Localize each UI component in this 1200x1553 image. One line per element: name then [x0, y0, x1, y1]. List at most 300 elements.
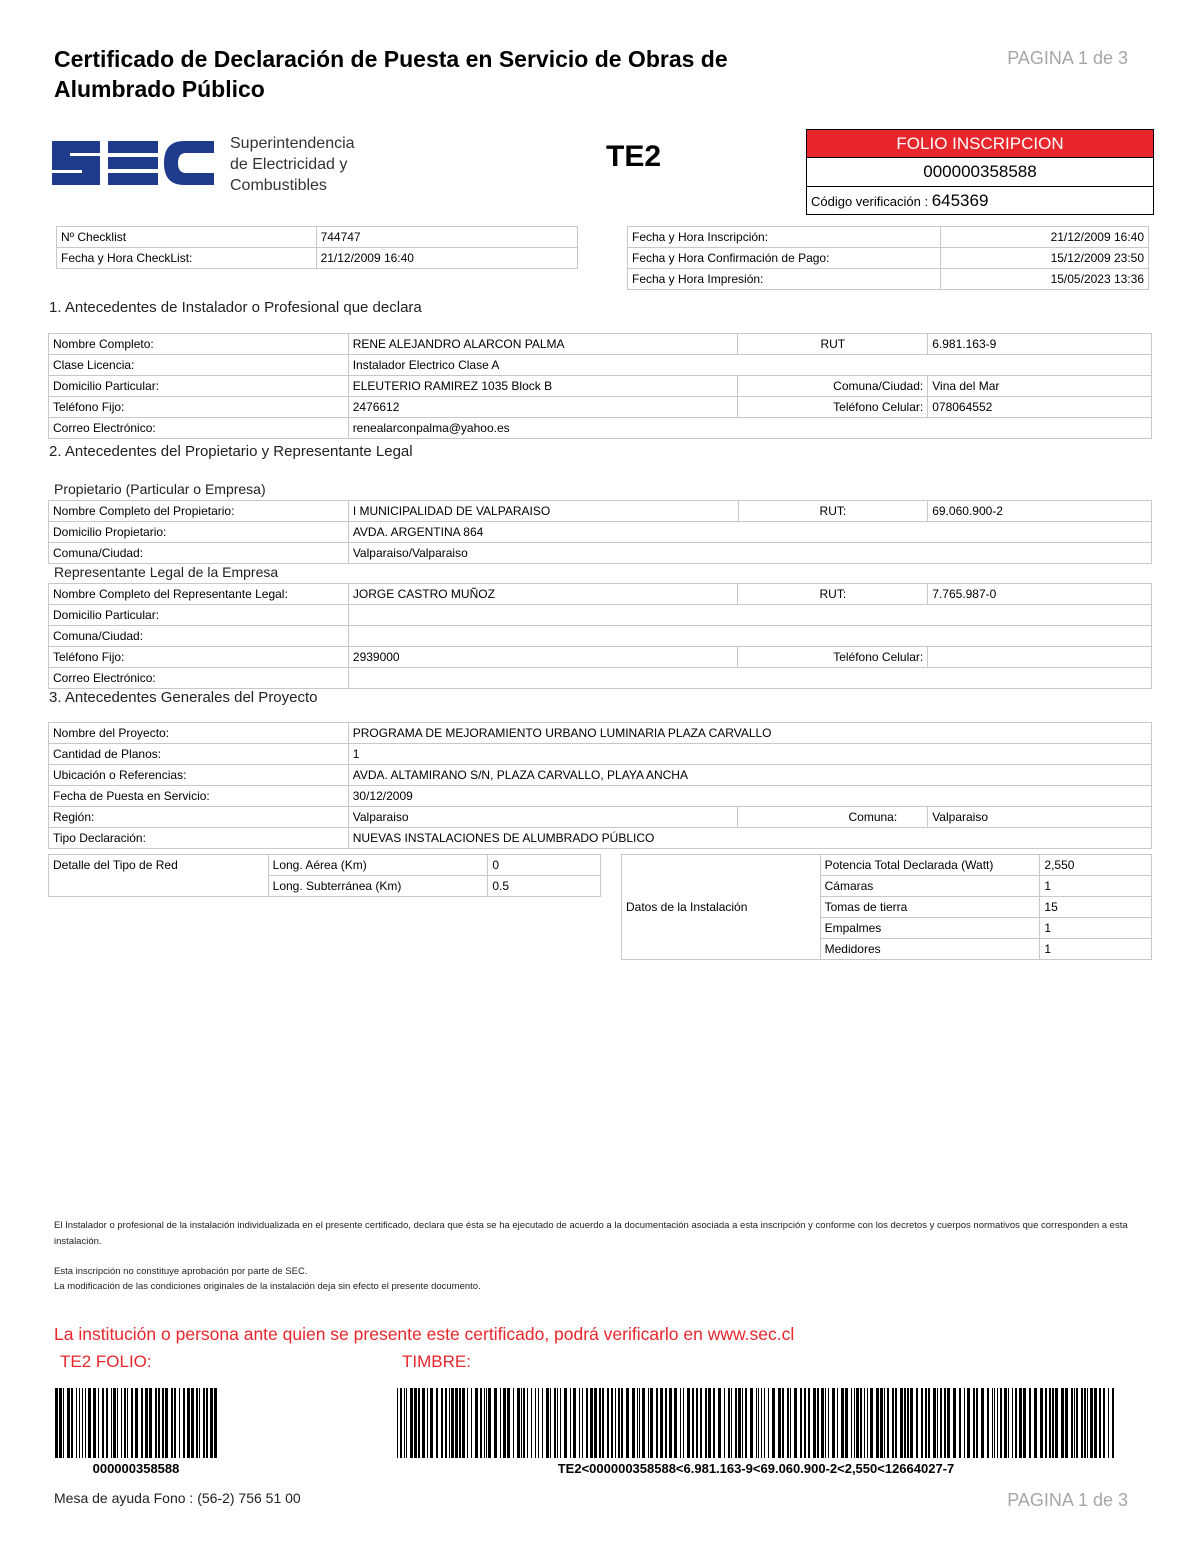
barcode-bar: [700, 1388, 702, 1458]
barcode-bar: [441, 1388, 443, 1458]
barcode-bar: [145, 1388, 148, 1458]
project-table: [48, 722, 1152, 849]
barcode-bar: [680, 1388, 681, 1458]
barcode-bar: [756, 1388, 757, 1458]
barcode-bar: [449, 1388, 450, 1458]
cell-value: 2,550: [1040, 855, 1152, 876]
barcode-bar: [959, 1388, 961, 1458]
barcode-bar: [887, 1388, 889, 1458]
table-row: [49, 334, 1152, 355]
barcode-bar: [573, 1388, 576, 1458]
barcode-bar: [484, 1388, 485, 1458]
page-indicator-bottom: PAGINA 1 de 3: [1007, 1490, 1128, 1510]
sec-logo: [48, 133, 218, 193]
barcode-bar: [1094, 1388, 1097, 1458]
barcode-bar: [696, 1388, 698, 1458]
barcode-bar: [735, 1388, 737, 1458]
barcode-bar: [884, 1388, 885, 1458]
cell-label: Domicilio Propietario:: [49, 522, 349, 543]
barcode-bar: [870, 1388, 873, 1458]
barcode-bar: [106, 1388, 108, 1458]
barcode-bar: [880, 1388, 883, 1458]
barcode-bar: [632, 1388, 635, 1458]
barcode-bar: [149, 1388, 152, 1458]
cell-value: ELEUTERIO RAMIREZ 1035 Block B: [348, 376, 738, 397]
cell-value: Valparaiso: [348, 807, 738, 828]
barcode-bar: [546, 1388, 549, 1458]
barcode-bar: [82, 1388, 83, 1458]
barcode-bar: [728, 1388, 730, 1458]
barcode-bar: [521, 1388, 522, 1458]
cell-value: NUEVAS INSTALACIONES DE ALUMBRADO PÚBLICO: [348, 828, 1151, 849]
cell-label: Teléfono Fijo:: [49, 647, 349, 668]
cell-value: Instalador Electrico Clase A: [348, 355, 1151, 376]
barcode-bar: [594, 1388, 597, 1458]
barcode-bar: [738, 1388, 741, 1458]
barcode-bar: [910, 1388, 913, 1458]
barcode-bar: [459, 1388, 461, 1458]
cell-value: 69.060.900-2: [928, 501, 1152, 522]
cell-value: 15: [1040, 897, 1152, 918]
barcode-bar: [997, 1388, 998, 1458]
barcode-bar: [475, 1388, 478, 1458]
barcode-bar: [967, 1388, 970, 1458]
barcode-bar: [127, 1388, 128, 1458]
cell-label: Empalmes: [820, 918, 1040, 939]
barcode-bar: [731, 1388, 732, 1458]
barcode-bar: [626, 1388, 629, 1458]
barcode-bar: [1099, 1388, 1101, 1458]
barcode-bar: [900, 1388, 903, 1458]
barcode-bar: [174, 1388, 176, 1458]
logo-text-line: Combustibles: [230, 177, 327, 194]
barcode-bar: [586, 1388, 588, 1458]
logo-text-line: de Electricidad y: [230, 156, 348, 173]
cell-label: Long. Subterránea (Km): [268, 876, 488, 897]
table-row: [628, 227, 1149, 248]
barcode-bar: [155, 1388, 157, 1458]
barcode-bar: [162, 1388, 164, 1458]
barcode-bar: [400, 1388, 402, 1458]
cell-value: 744747: [316, 227, 577, 248]
cell-label: Comuna:: [738, 807, 928, 828]
barcode-bar: [656, 1388, 658, 1458]
barcode-bar: [669, 1388, 672, 1458]
barcode-bar: [904, 1388, 906, 1458]
barcode-bar: [124, 1388, 126, 1458]
note-modification: La modificación de las condiciones originales de la instalación deja sin efecto el presente documento.: [54, 1281, 481, 1292]
barcode-bar: [445, 1388, 447, 1458]
cell-value: JORGE CASTRO MUÑOZ: [348, 584, 738, 605]
cell-label: Correo Electrónico:: [49, 418, 349, 439]
barcode-bar: [210, 1388, 213, 1458]
barcode-bar: [660, 1388, 663, 1458]
barcode-bar: [832, 1388, 835, 1458]
owner-table: [48, 500, 1152, 564]
barcode-bar: [191, 1388, 194, 1458]
barcode-bar: [436, 1388, 438, 1458]
cell-label: Nombre Completo del Representante Legal:: [49, 584, 349, 605]
barcode-bar: [55, 1388, 58, 1458]
barcode-bar: [611, 1388, 613, 1458]
table-row: [49, 765, 1152, 786]
barcode-bar: [1019, 1388, 1022, 1458]
barcode-bar: [683, 1388, 684, 1458]
logo-text: [230, 133, 355, 196]
barcode-bar: [523, 1388, 525, 1458]
cell-label: Fecha de Puesta en Servicio:: [49, 786, 349, 807]
barcode-bar: [718, 1388, 721, 1458]
barcode-bar: [947, 1388, 950, 1458]
owner-subtitle: Propietario (Particular o Empresa): [54, 481, 266, 497]
cell-label: Teléfono Celular:: [738, 397, 928, 418]
cell-label: Nombre Completo del Propietario:: [49, 501, 349, 522]
cell-value: 6.981.163-9: [928, 334, 1152, 355]
barcode-bar: [1023, 1388, 1026, 1458]
note-approval: Esta inscripción no constituye aprobación por parte de SEC.: [54, 1266, 308, 1277]
barcode-bar: [1074, 1388, 1075, 1458]
folio-barcode-label: TE2 FOLIO:: [60, 1352, 152, 1371]
barcode-bar: [758, 1388, 759, 1458]
table-row: [628, 269, 1149, 290]
table-row: [49, 807, 1152, 828]
barcode-bar: [214, 1388, 217, 1458]
cell-label: Long. Aérea (Km): [268, 855, 488, 876]
barcode-bar: [414, 1388, 417, 1458]
barcode-bar: [800, 1388, 802, 1458]
cell-label: Cámaras: [820, 876, 1040, 897]
barcode-bar: [867, 1388, 868, 1458]
timbre-barcode-text: TE2<000000358588<6.981.163-9<69.060.900-2<2,550<12664027-7: [557, 1461, 955, 1476]
barcode-bar: [764, 1388, 765, 1458]
cell-label: Región:: [49, 807, 349, 828]
barcode-bar: [430, 1388, 433, 1458]
cell-value: 21/12/2009 16:40: [316, 248, 577, 269]
checklist-table: [56, 226, 578, 269]
barcode-bar: [860, 1388, 862, 1458]
verification-code: 645369: [931, 191, 989, 210]
barcode-bar: [841, 1388, 844, 1458]
barcode-bar: [976, 1388, 978, 1458]
verify-text: La institución o persona ante quien se presente este certificado, podrá verificarlo en www.sec.cl: [54, 1324, 795, 1344]
barcode-bar: [687, 1388, 690, 1458]
barcode-bar: [582, 1388, 583, 1458]
timbre-barcode: [397, 1388, 1115, 1458]
barcode-bar: [71, 1388, 73, 1458]
cell-value: 2476612: [348, 397, 738, 418]
cell-value: 7.765.987-0: [928, 584, 1152, 605]
barcode-bar: [199, 1388, 200, 1458]
barcode-bar: [933, 1388, 936, 1458]
cell-label: Cantidad de Planos:: [49, 744, 349, 765]
barcode-bar: [507, 1388, 510, 1458]
cell-label: Tomas de tierra: [820, 897, 1040, 918]
barcode-bar: [513, 1388, 514, 1458]
cell-label: Tipo Declaración:: [49, 828, 349, 849]
network-table: [48, 854, 601, 897]
cell-value: PROGRAMA DE MEJORAMIENTO URBANO LUMINARIA PLAZA CARVALLO: [348, 723, 1151, 744]
barcode-bar: [916, 1388, 918, 1458]
cell-value: 2939000: [348, 647, 738, 668]
barcode-bar: [724, 1388, 725, 1458]
barcode-bar: [1087, 1388, 1088, 1458]
table-row: [49, 584, 1152, 605]
cell-value: Valparaiso: [928, 807, 1152, 828]
barcode-bar: [406, 1388, 407, 1458]
barcode-bar: [1065, 1388, 1068, 1458]
cell-value: 15/05/2023 13:36: [940, 269, 1149, 290]
installer-table: [48, 333, 1152, 439]
barcode-bar: [981, 1388, 984, 1458]
cell-label: Potencia Total Declarada (Watt): [820, 855, 1040, 876]
cell-label: Comuna/Ciudad:: [49, 626, 349, 647]
barcode-bar: [1049, 1388, 1051, 1458]
barcode-bar: [1055, 1388, 1058, 1458]
barcode-bar: [772, 1388, 775, 1458]
barcode-bar: [1015, 1388, 1017, 1458]
cell-value: [928, 647, 1152, 668]
table-row: [49, 418, 1152, 439]
barcode-bar: [535, 1388, 536, 1458]
folio-barcode-text: 000000358588: [92, 1461, 180, 1476]
barcode-bar: [1081, 1388, 1083, 1458]
barcode-bar: [602, 1388, 604, 1458]
barcode-bar: [557, 1388, 558, 1458]
barcode-bar: [964, 1388, 965, 1458]
cell-label: Fecha y Hora CheckList:: [57, 248, 317, 269]
barcode-bar: [637, 1388, 638, 1458]
barcode-bar: [808, 1388, 810, 1458]
barcode-bar: [451, 1388, 454, 1458]
table-row: [49, 522, 1152, 543]
barcode-bar: [742, 1388, 743, 1458]
cell-value: 15/12/2009 23:50: [940, 248, 1149, 269]
barcode-bar: [113, 1388, 116, 1458]
cell-label: Nombre Completo:: [49, 334, 349, 355]
barcode-bar: [494, 1388, 497, 1458]
barcode-bar: [928, 1388, 930, 1458]
cell-value: 1: [348, 744, 1151, 765]
barcode-bar: [590, 1388, 593, 1458]
barcode-bar: [579, 1388, 580, 1458]
barcode-bar: [750, 1388, 753, 1458]
barcode-bar: [1090, 1388, 1093, 1458]
form-code: TE2: [606, 140, 662, 173]
barcode-bar: [817, 1388, 819, 1458]
barcode-bar: [85, 1388, 86, 1458]
barcode-bar: [79, 1388, 80, 1458]
barcode-bar: [418, 1388, 420, 1458]
barcode-bar: [206, 1388, 208, 1458]
barcode-bar: [517, 1388, 520, 1458]
cell-label: RUT:: [738, 501, 928, 522]
cell-value: AVDA. ARGENTINA 864: [348, 522, 1151, 543]
barcode-bar: [196, 1388, 198, 1458]
barcode-bar: [531, 1388, 532, 1458]
barcode-bar: [397, 1388, 398, 1458]
barcode-bar: [135, 1388, 138, 1458]
barcode-bar: [856, 1388, 859, 1458]
barcode-bar: [1061, 1388, 1064, 1458]
barcode-bar: [837, 1388, 838, 1458]
barcode-bar: [471, 1388, 472, 1458]
cell-label: Comuna/Ciudad:: [49, 543, 349, 564]
barcode-bar: [825, 1388, 826, 1458]
cell-label: Fecha y Hora Confirmación de Pago:: [628, 248, 941, 269]
barcode-bar: [1000, 1388, 1002, 1458]
barcode-bar: [790, 1388, 791, 1458]
barcode-bar: [158, 1388, 160, 1458]
section-1-title: 1. Antecedentes de Instalador o Profesional que declara: [49, 299, 422, 316]
barcode-bar: [187, 1388, 190, 1458]
cell-label: Fecha y Hora Impresión:: [628, 269, 941, 290]
barcode-bar: [550, 1388, 551, 1458]
cell-value: Vina del Mar: [928, 376, 1152, 397]
cell-value: Valparaiso/Valparaiso: [348, 543, 1151, 564]
cell-label: Domicilio Particular:: [49, 605, 349, 626]
barcode-bar: [1040, 1388, 1043, 1458]
cell-value: 0: [488, 855, 601, 876]
table-row: [49, 605, 1152, 626]
timbre-barcode-label: TIMBRE:: [402, 1352, 471, 1371]
barcode-bar: [93, 1388, 96, 1458]
verification-label: Código verificación :: [811, 194, 929, 209]
barcode-bar: [642, 1388, 645, 1458]
cell-label: Medidores: [820, 939, 1040, 960]
barcode-bar: [404, 1388, 405, 1458]
barcode-bar: [804, 1388, 806, 1458]
cell-value: AVDA. ALTAMIRANO S/N, PLAZA CARVALLO, PLAYA ANCHA: [348, 765, 1151, 786]
barcode-bar: [554, 1388, 556, 1458]
barcode-bar: [88, 1388, 91, 1458]
cell-value: [348, 605, 1151, 626]
barcode-bar: [171, 1388, 173, 1458]
declaration-text: El Instalador o profesional de la instalación individualizada en el presente certificado, declara que ésta se ha ejecutado de acuerdo a la documentación asociada a esta inscripción y conforme con los decretos y cuerpos normativos que corresponden a esta instalación.: [54, 1220, 1128, 1247]
cell-label: RUT:: [738, 584, 928, 605]
barcode-bar: [203, 1388, 205, 1458]
barcode-bar: [1004, 1388, 1007, 1458]
table-row: [49, 355, 1152, 376]
barcode-bar: [745, 1388, 747, 1458]
barcode-bar: [1034, 1388, 1037, 1458]
barcode-bar: [527, 1388, 528, 1458]
barcode-bar: [67, 1388, 70, 1458]
barcode-bar: [564, 1388, 567, 1458]
barcode-bar: [1029, 1388, 1031, 1458]
table-row: [49, 376, 1152, 397]
barcode-bar: [1103, 1388, 1105, 1458]
barcode-bar: [782, 1388, 784, 1458]
barcode-bar: [1012, 1388, 1013, 1458]
barcode-bar: [994, 1388, 995, 1458]
barcode-bar: [845, 1388, 848, 1458]
barcode-bar: [864, 1388, 865, 1458]
section-2-title: 2. Antecedentes del Propietario y Representante Legal: [49, 443, 413, 460]
barcode-bar: [570, 1388, 571, 1458]
cell-value: [348, 668, 1151, 689]
folio-header: FOLIO INSCRIPCION: [807, 130, 1153, 158]
barcode-bar: [851, 1388, 852, 1458]
barcode-bar: [76, 1388, 77, 1458]
barcode-bar: [183, 1388, 185, 1458]
help-desk-phone: Mesa de ayuda Fono : (56-2) 756 51 00: [54, 1490, 301, 1506]
barcode-bar: [650, 1388, 653, 1458]
barcode-bar: [488, 1388, 491, 1458]
barcode-bar: [467, 1388, 468, 1458]
cell-value: 21/12/2009 16:40: [940, 227, 1149, 248]
barcode-bar: [953, 1388, 956, 1458]
cell-value: [348, 626, 1151, 647]
barcode-bar: [987, 1388, 989, 1458]
barcode-bar: [98, 1388, 99, 1458]
barcode-bar: [648, 1388, 649, 1458]
barcode-bar: [828, 1388, 829, 1458]
cell-label: Nº Checklist: [57, 227, 317, 248]
barcode-bar: [542, 1388, 543, 1458]
barcode-bar: [713, 1388, 715, 1458]
cell-label: Domicilio Particular:: [49, 376, 349, 397]
barcode-bar: [708, 1388, 711, 1458]
barcode-bar: [821, 1388, 824, 1458]
barcode-bar: [618, 1388, 620, 1458]
page-indicator-top: PAGINA 1 de 3: [1007, 48, 1128, 68]
table-row: [49, 397, 1152, 418]
barcode-bar: [794, 1388, 797, 1458]
cell-value: renealarconpalma@yahoo.es: [348, 418, 1151, 439]
barcode-bar: [615, 1388, 616, 1458]
barcode-bar: [921, 1388, 923, 1458]
cell-label: Teléfono Fijo:: [49, 397, 349, 418]
barcode-bar: [1045, 1388, 1047, 1458]
barcode-bar: [607, 1388, 609, 1458]
cell-value: RENE ALEJANDRO ALARCON PALMA: [348, 334, 738, 355]
cell-value: 1: [1040, 939, 1152, 960]
cell-label: Teléfono Celular:: [738, 647, 928, 668]
table-row: [49, 647, 1152, 668]
representative-subtitle: Representante Legal de la Empresa: [54, 564, 279, 580]
barcode-bar: [111, 1388, 112, 1458]
dates-table: [627, 226, 1149, 290]
barcode-bar: [1052, 1388, 1054, 1458]
barcode-bar: [599, 1388, 601, 1458]
barcode-bar: [895, 1388, 897, 1458]
barcode-bar: [503, 1388, 506, 1458]
barcode-bar: [665, 1388, 667, 1458]
verification-row: [807, 187, 1153, 214]
barcode-bar: [1108, 1388, 1109, 1458]
cell-value: 1: [1040, 876, 1152, 897]
barcode-bar: [141, 1388, 143, 1458]
barcode-bar: [674, 1388, 677, 1458]
barcode-bar: [560, 1388, 561, 1458]
barcode-bar: [462, 1388, 465, 1458]
barcode-bar: [59, 1388, 62, 1458]
barcode-bar: [410, 1388, 413, 1458]
barcode-bar: [427, 1388, 428, 1458]
table-row: [57, 248, 578, 269]
table-row: [49, 626, 1152, 647]
cell-label: Correo Electrónico:: [49, 668, 349, 689]
cell-label: Detalle del Tipo de Red: [49, 855, 269, 897]
barcode-bar: [1076, 1388, 1078, 1458]
barcode-bar: [937, 1388, 938, 1458]
table-row: [49, 828, 1152, 849]
barcode-bar: [761, 1388, 762, 1458]
cell-value: 0.5: [488, 876, 601, 897]
cell-label: RUT: [738, 334, 928, 355]
barcode-bar: [102, 1388, 104, 1458]
table-row: [57, 227, 578, 248]
